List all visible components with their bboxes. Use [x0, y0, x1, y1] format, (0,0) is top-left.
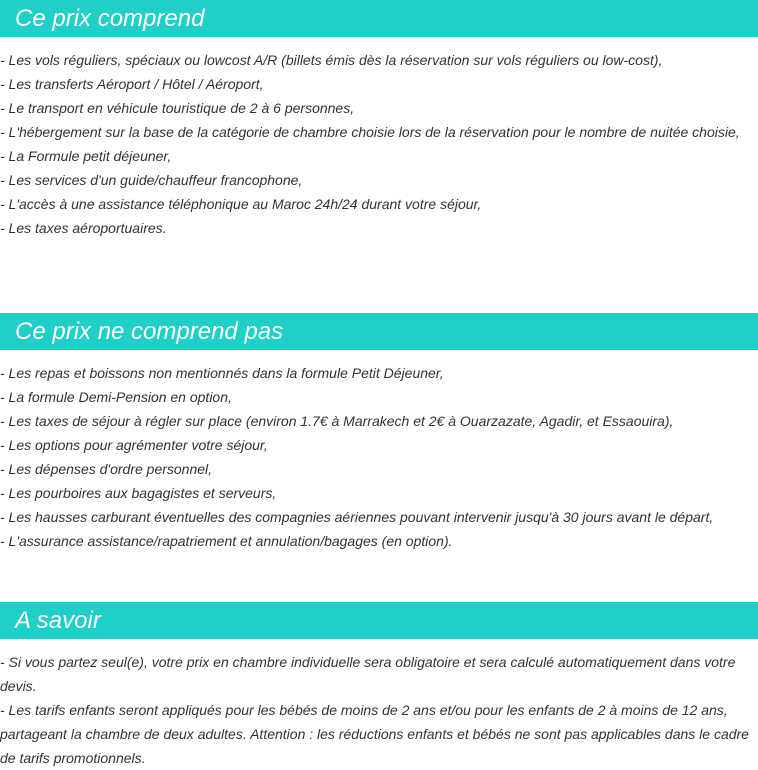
list-item: - Les transferts Aéroport / Hôtel / Aéroport,	[0, 76, 264, 92]
list-item: - L'assurance assistance/rapatriement et annulation/bagages (en option).	[0, 533, 453, 549]
list-item: - Les hausses carburant éventuelles des compagnies aériennes pouvant intervenir jusqu'à 30 jours avant le départ,	[0, 509, 714, 525]
list-item: - Les taxes de séjour à régler sur place (environ 1.7€ à Marrakech et 2€ à Ouarzazate, Agadir, et Essaouira),	[0, 413, 674, 429]
section-title-included: Ce prix comprend	[15, 5, 205, 32]
list-item: - Le transport en véhicule touristique de 2 à 6 personnes,	[0, 100, 355, 116]
list-item: - Les services d'un guide/chauffeur francophone,	[0, 172, 303, 188]
list-item: - Si vous partez seul(e), votre prix en chambre individuelle sera obligatoire et sera calculé automatiquement dans votre devis.	[0, 654, 736, 694]
list-item: - Les vols réguliers, spéciaux ou lowcost A/R (billets émis dès la réservation sur vols réguliers ou low-cost),	[0, 52, 663, 68]
section-title-not-included: Ce prix ne comprend pas	[15, 318, 284, 345]
list-item: - L'accès à une assistance téléphonique au Maroc 24h/24 durant votre séjour,	[0, 196, 482, 212]
included-list	[0, 48, 752, 240]
list-item: - Les tarifs enfants seront appliqués pour les bébés de moins de 2 ans et/ou pour les enfants de 2 à moins de 12 ans, partageant la chambre de deux adultes. Attention : les réductions enfants et bébés ne sont pas applicables dans le cadre de tarifs promotionnels.	[0, 702, 749, 766]
not-included-list	[0, 361, 752, 553]
list-item: - Les pourboires aux bagagistes et serveurs,	[0, 485, 277, 501]
good-to-know-list	[0, 650, 752, 770]
section-header-included	[0, 0, 758, 37]
section-header-good-to-know	[0, 602, 758, 639]
list-item: - L'hébergement sur la base de la catégorie de chambre choisie lors de la réservation pour le nombre de nuitée choisie,	[0, 124, 740, 140]
list-item: - Les taxes aéroportuaires.	[0, 220, 167, 236]
list-item: - La formule Demi-Pension en option,	[0, 389, 232, 405]
list-item: - Les repas et boissons non mentionnés dans la formule Petit Déjeuner,	[0, 365, 444, 381]
section-title-good-to-know: A savoir	[15, 607, 101, 634]
section-header-not-included	[0, 313, 758, 350]
list-item: - Les options pour agrémenter votre séjour,	[0, 437, 268, 453]
list-item: - La Formule petit déjeuner,	[0, 148, 172, 164]
list-item: - Les dépenses d'ordre personnel,	[0, 461, 213, 477]
